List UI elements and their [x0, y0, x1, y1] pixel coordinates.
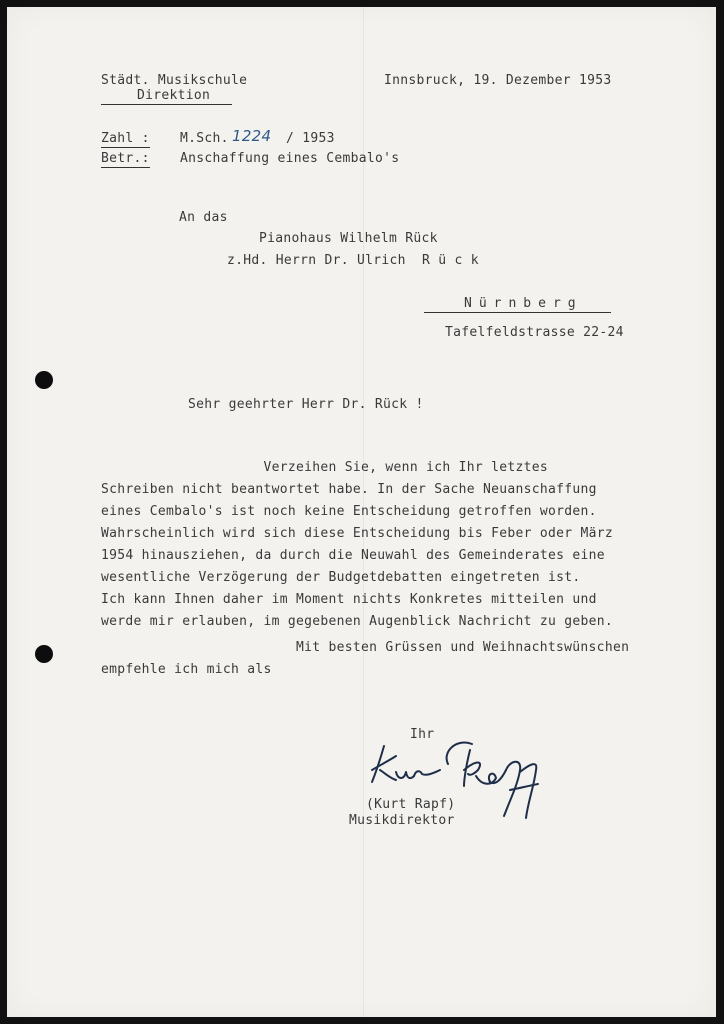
closing-line-2: empfehle ich mich als — [101, 662, 272, 677]
body-line: Schreiben nicht beantwortet habe. In der Sache Neuanschaffung — [101, 482, 597, 497]
body-line: eines Cembalo's ist noch keine Entscheidung getroffen worden. — [101, 504, 597, 519]
recipient-city: Nürnberg — [424, 296, 611, 313]
zahl-number-handwritten: 1224 — [232, 127, 272, 145]
body-line: 1954 hinausziehen, da durch die Neuwahl des Gemeinderates eine — [101, 548, 605, 563]
betr-label: Betr.: — [101, 151, 150, 166]
sender-line-1: Städt. Musikschule — [101, 73, 248, 88]
punch-hole-top — [35, 371, 53, 389]
signer-title: Musikdirektor — [349, 813, 455, 828]
betr-text: Anschaffung eines Cembalo's — [180, 151, 400, 166]
body-line: wesentliche Verzögerung der Budgetdebatten eingetreten ist. — [101, 570, 581, 585]
place-date: Innsbruck, 19. Dezember 1953 — [384, 73, 612, 88]
body-line: Verzeihen Sie, wenn ich Ihr letztes — [101, 460, 548, 475]
recipient-line-1: An das — [179, 210, 228, 225]
salutation: Sehr geehrter Herr Dr. Rück ! — [188, 397, 424, 412]
body-line: werde mir erlauben, im gegebenen Augenblick Nachricht zu geben. — [101, 614, 613, 629]
signature-ihr: Ihr — [410, 727, 435, 742]
zahl-prefix: M.Sch. — [180, 131, 229, 146]
body-line: Wahrscheinlich wird sich diese Entscheidung bis Feber oder März — [101, 526, 613, 541]
recipient-street: Tafelfeldstrasse 22-24 — [445, 325, 624, 340]
zahl-suffix: / 1953 — [286, 131, 335, 146]
recipient-line-3: z.Hd. Herrn Dr. Ulrich R ü c k — [227, 253, 479, 268]
typed-name: (Kurt Rapf) — [366, 797, 456, 812]
zahl-label: Zahl : — [101, 131, 150, 146]
sender-line-2: Direktion — [101, 88, 232, 105]
punch-hole-bottom — [35, 645, 53, 663]
body-line: Ich kann Ihnen daher im Moment nichts Konkretes mitteilen und — [101, 592, 597, 607]
closing-line-1: Mit besten Grüssen und Weihnachtswünschen — [296, 640, 630, 655]
recipient-line-2: Pianohaus Wilhelm Rück — [259, 231, 438, 246]
